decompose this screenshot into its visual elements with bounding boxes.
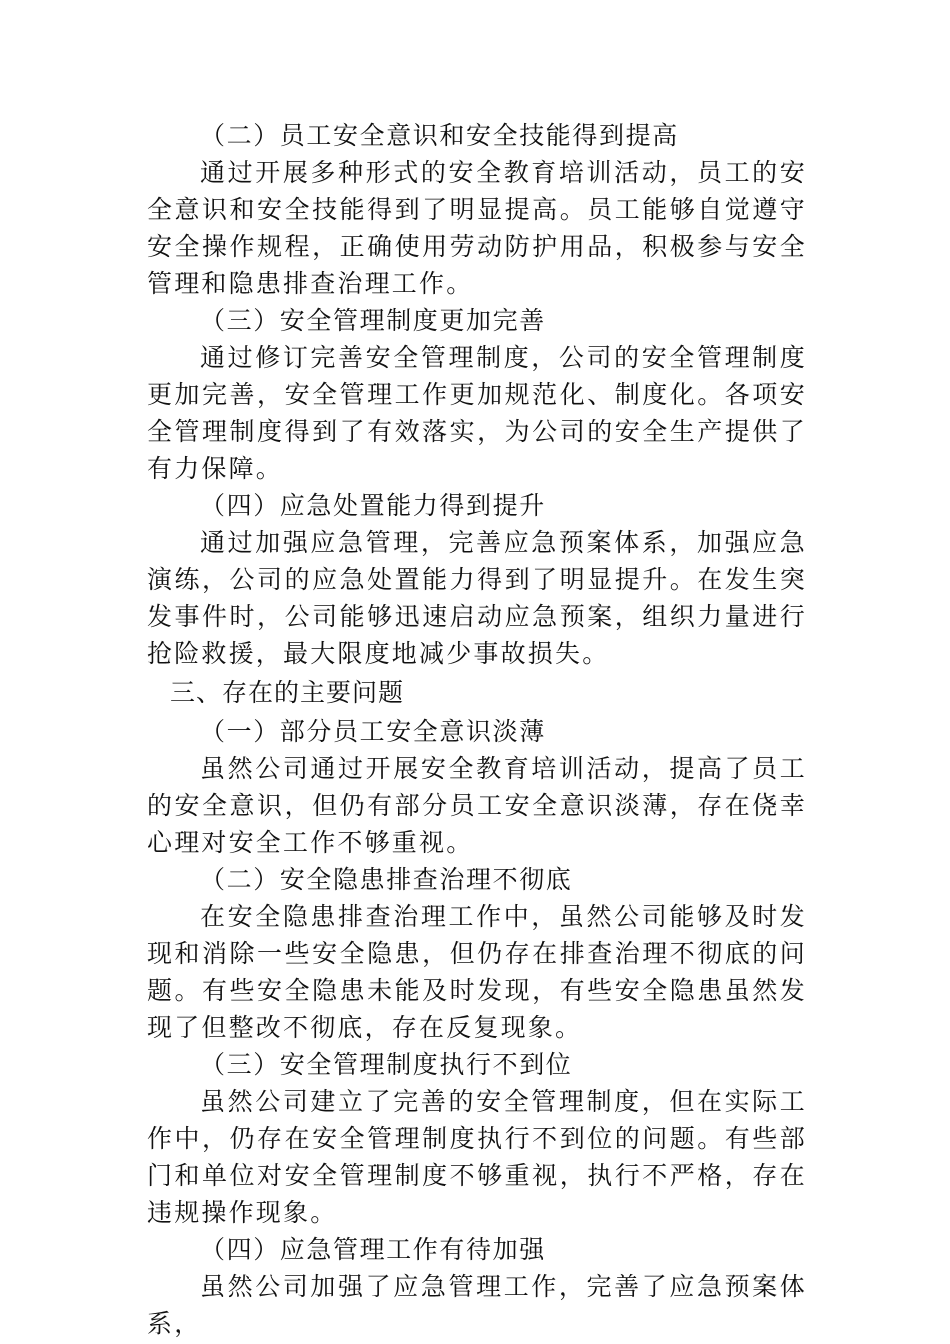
paragraph-hazard-inspection: 在安全隐患排查治理工作中，虽然公司能够及时发现和消除一些安全隐患，但仍存在排查治理不彻底的问题。有些安全隐患未能及时发现，有些安全隐患虽然发现了但整改不彻底，存在反复现象。 <box>147 902 807 1042</box>
subheading-hazard-inspection: （二）安全隐患排查治理不彻底 <box>200 865 573 894</box>
paragraph-emergency-management: 虽然公司加强了应急管理工作，完善了应急预案体系， <box>147 1272 807 1338</box>
subheading-employee-awareness: （二）员工安全意识和安全技能得到提高 <box>200 121 679 150</box>
subheading-emergency-management: （四）应急管理工作有待加强 <box>200 1235 546 1264</box>
section-heading-main-problems: 三、存在的主要问题 <box>170 678 405 707</box>
subheading-system-execution: （三）安全管理制度执行不到位 <box>200 1050 573 1079</box>
paragraph-weak-awareness: 虽然公司通过开展安全教育培训活动，提高了员工的安全意识，但仍有部分员工安全意识淡薄，存在侥幸心理对安全工作不够重视。 <box>147 754 807 857</box>
paragraph-management-system: 通过修订完善安全管理制度，公司的安全管理制度更加完善，安全管理工作更加规范化、制度化。各项安全管理制度得到了有效落实，为公司的安全生产提供了有力保障。 <box>147 343 807 483</box>
subheading-management-system: （三）安全管理制度更加完善 <box>200 306 546 335</box>
paragraph-employee-awareness: 通过开展多种形式的安全教育培训活动，员工的安全意识和安全技能得到了明显提高。员工能够自觉遵守安全操作规程，正确使用劳动防护用品，积极参与安全管理和隐患排查治理工作。 <box>147 158 807 298</box>
document-body <box>147 117 807 1342</box>
paragraph-emergency-capability: 通过加强应急管理，完善应急预案体系，加强应急演练，公司的应急处置能力得到了明显提升。在发生突发事件时，公司能够迅速启动应急预案，组织力量进行抢险救援，最大限度地减少事故损失。 <box>147 528 807 668</box>
paragraph-system-execution: 虽然公司建立了完善的安全管理制度，但在实际工作中，仍存在安全管理制度执行不到位的问题。有些部门和单位对安全管理制度不够重视，执行不严格，存在违规操作现象。 <box>147 1087 807 1227</box>
subheading-weak-awareness: （一）部分员工安全意识淡薄 <box>200 717 546 746</box>
subheading-emergency-capability: （四）应急处置能力得到提升 <box>200 491 546 520</box>
